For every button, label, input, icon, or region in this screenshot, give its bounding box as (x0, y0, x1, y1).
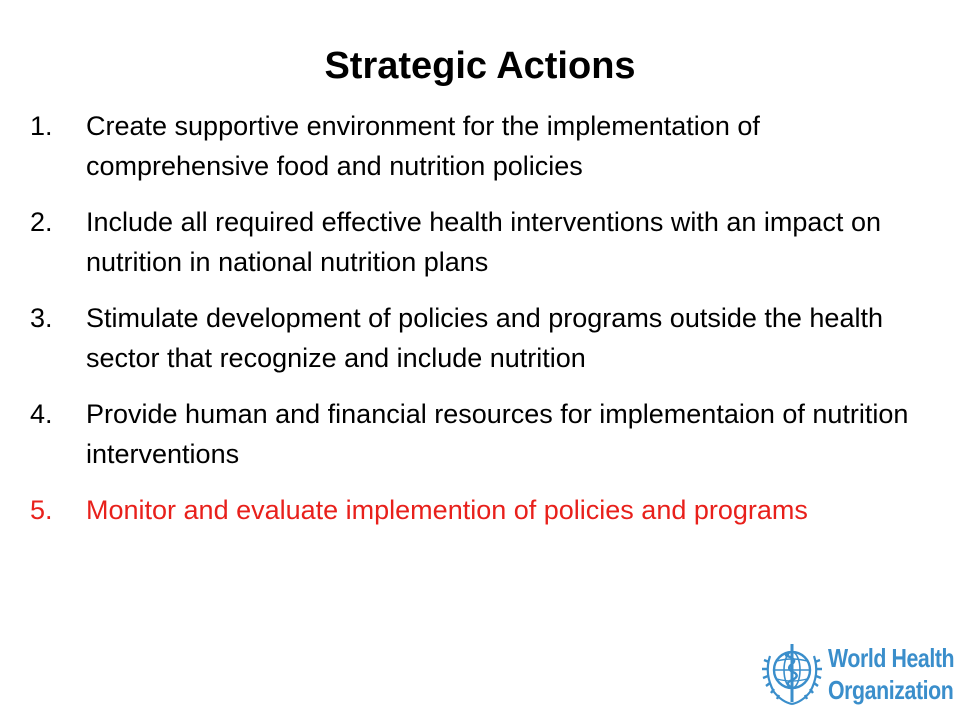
slide-title: Strategic Actions (324, 45, 636, 87)
logo-line-1: World Health (828, 643, 955, 673)
list-item (30, 202, 930, 282)
item-number: 1. (30, 111, 53, 141)
who-logo (760, 636, 955, 716)
list-item-highlighted (30, 490, 930, 530)
list-item (30, 106, 930, 186)
list-item (30, 298, 930, 378)
who-emblem-icon (760, 636, 824, 712)
item-number: 4. (30, 399, 53, 429)
item-text: Monitor and evaluate implemention of policies and programs (86, 495, 808, 525)
item-number: 3. (30, 303, 53, 333)
item-text: Stimulate development of policies and programs outside the health sector that recognize and include nutrition (86, 303, 883, 373)
who-logo-text (828, 642, 954, 706)
logo-line-2: Organization (828, 675, 954, 705)
item-number: 5. (30, 495, 53, 525)
item-text: Create supportive environment for the implementation of comprehensive food and nutrition policies (86, 111, 760, 181)
list-item (30, 394, 930, 474)
strategic-actions-list (30, 106, 930, 546)
item-text: Provide human and financial resources for implementaion of nutrition interventions (86, 399, 909, 469)
item-text: Include all required effective health interventions with an impact on nutrition in national nutrition plans (86, 207, 881, 277)
item-number: 2. (30, 207, 53, 237)
